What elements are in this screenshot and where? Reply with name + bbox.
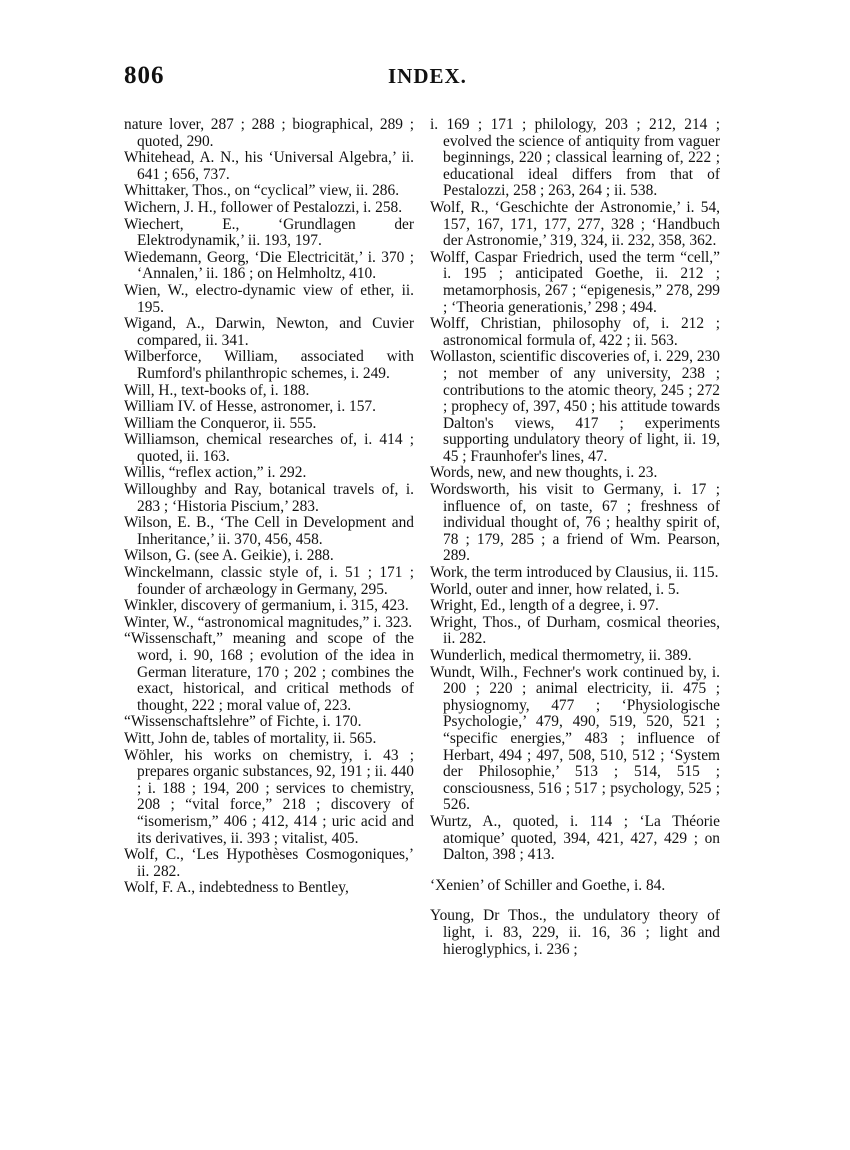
index-entry: Wunderlich, medical thermometry, ii. 389.: [430, 647, 692, 664]
index-entry: i. 169 ; 171 ; philology, 203 ; 212, 214 ; evolved the science of antiquity from vaguer beginnings, 220 ; classical learning of, 222 ; educational ideal differs from that of Pestalozzi, 258 ; 263, 264 ; ii. 538.: [430, 116, 720, 200]
index-entry: Wurtz, A., quoted, i. 114 ; ‘La Théorie atomique’ quoted, 394, 421, 427, 429 ; on Dalton, 398 ; 413.: [430, 812, 720, 864]
index-entry: Wolff, Christian, philosophy of, i. 212 ; astronomical formula of, 422 ; ii. 563.: [430, 315, 720, 349]
index-entry: Wiedemann, Georg, ‘Die Electricität,’ i. 370 ; ‘Annalen,’ ii. 186 ; on Helmholtz, 410.: [124, 248, 414, 283]
index-entry: William the Conqueror, ii. 555.: [124, 414, 317, 432]
index-entry: Wilson, G. (see A. Geikie), i. 288.: [124, 547, 334, 565]
index-entry: Wolf, R., ‘Geschichte der Astronomie,’ i. 54, 157, 167, 171, 177, 277, 328 ; ‘Handbuch der Astronomie,’ 319, 324, ii. 232, 358, 362.: [430, 198, 720, 250]
index-entry: Wiechert, E., ‘Grundlagen der Elektrodynamik,’ ii. 193, 197.: [124, 215, 414, 250]
index-entry: Wichern, J. H., follower of Pestalozzi, i. 258.: [124, 198, 403, 216]
index-entry: Words, new, and new thoughts, i. 23.: [430, 464, 658, 482]
index-entry: William IV. of Hesse, astronomer, i. 157.: [124, 398, 376, 416]
index-entry: Wright, Thos., of Durham, cosmical theories, ii. 282.: [430, 613, 720, 648]
index-entry: “Wissenschaftslehre” of Fichte, i. 170.: [124, 713, 362, 731]
index-entry: Wundt, Wilh., Fechner's work continued by, i. 200 ; 220 ; animal electricity, ii. 475 ; physiognomy, 477 ; ‘Physiologische Psychologie,’ 479, 490, 519, 520, 521 ; “specific energies,” 483 ; influence of Herbart, 494 ; 497, 508, 510, 512 ; ‘System der Philosophie,’ 513 ; 514, 515 ; consciousness, 516 ; 517 ; psychology, 525 ; 526.: [430, 663, 720, 814]
index-entry: Wöhler, his works on chemistry, i. 43 ; prepares organic substances, 92, 191 ; ii. 440 ; i. 188 ; 194, 200 ; services to chemistry, 208 ; “vital force,” 218 ; discovery of “isomerism,” 406 ; 412, 414 ; uric acid and its derivatives, ii. 393 ; vitalist, 405.: [124, 746, 414, 847]
index-entry: “Wissenschaft,” meaning and scope of the word, i. 90, 168 ; evolution of the idea in German literature, 170 ; 202 ; combines the exact, historical, and critical methods of thought, 222 ; moral value of, 223.: [124, 630, 414, 714]
index-entry: Winckelmann, classic style of, i. 51 ; 171 ; founder of archæology in Germany, 295.: [124, 564, 414, 598]
index-entry: Willis, “reflex action,” i. 292.: [124, 464, 307, 482]
index-entry: Willoughby and Ray, botanical travels of, i. 283 ; ‘Historia Piscium,’ 283.: [124, 481, 414, 515]
index-entry: Wright, Ed., length of a degree, i. 97.: [430, 597, 659, 615]
index-entry: Wolff, Caspar Friedrich, used the term “cell,” i. 195 ; anticipated Goethe, ii. 212 ; metamorphosis, 267 ; “epigenesis,” 278, 299 ; ‘Theoria generationis,’ 298 ; 494.: [430, 248, 720, 316]
index-entry: Witt, John de, tables of mortality, ii. 565.: [124, 729, 377, 747]
index-entry: Williamson, chemical researches of, i. 414 ; quoted, ii. 163.: [124, 431, 414, 465]
index-entry-xenien: ‘Xenien’ of Schiller and Goethe, i. 84.: [430, 876, 666, 894]
index-entry: Work, the term introduced by Clausius, ii. 115.: [430, 564, 719, 582]
index-entry: Wolf, C., ‘Les Hypothèses Cosmogoniques,’ ii. 282.: [124, 846, 414, 880]
index-entry: Winkler, discovery of germanium, i. 315, 423.: [124, 597, 409, 615]
right-column: [430, 117, 720, 958]
index-entry: Will, H., text-books of, i. 188.: [124, 381, 310, 399]
index-entry: Wolf, F. A., indebtedness to Bentley,: [124, 879, 349, 897]
index-entry: World, outer and inner, how related, i. 5.: [430, 580, 680, 598]
index-entry-young: Young, Dr Thos., the undulatory theory of light, i. 83, 229, ii. 16, 36 ; light and hieroglyphics, i. 236 ;: [430, 907, 720, 958]
index-entry: Winter, W., “astronomical magnitudes,” i. 323.: [124, 613, 413, 631]
running-head-title: INDEX.: [388, 64, 467, 88]
index-entry: Wigand, A., Darwin, Newton, and Cuvier compared, ii. 341.: [124, 315, 414, 349]
index-entry: Wilberforce, William, associated with Rumford's philanthropic schemes, i. 249.: [124, 348, 414, 382]
index-entry: nature lover, 287 ; 288 ; biographical, 289 ; quoted, 290.: [124, 116, 414, 150]
left-column: [124, 117, 414, 897]
index-entry: Wien, W., electro-dynamic view of ether, ii. 195.: [124, 281, 414, 316]
index-entry: Whitehead, A. N., his ‘Universal Algebra,’ ii. 641 ; 656, 737.: [124, 149, 414, 183]
page-number: 806: [124, 62, 165, 89]
index-entry: Wilson, E. B., ‘The Cell in Development and Inheritance,’ ii. 370, 456, 458.: [124, 514, 414, 548]
index-entry: Wollaston, scientific discoveries of, i. 229, 230 ; not member of any university, 238 ; contributions to the atomic theory, 245 ; 272 ; prophecy of, 397, 450 ; his attitude towards Dalton's views, 417 ; experiments supporting undulatory theory of light, ii. 19, 45 ; Fraunhofer's lines, 47.: [430, 348, 720, 465]
index-entry: Wordsworth, his visit to Germany, i. 17 ; influence of, on taste, 67 ; freshness of individual thought of, 76 ; healthy spirit of, 78 ; 179, 285 ; a friend of Wm. Pearson, 289.: [430, 481, 720, 565]
index-entry: Whittaker, Thos., on “cyclical” view, ii. 286.: [124, 182, 400, 200]
